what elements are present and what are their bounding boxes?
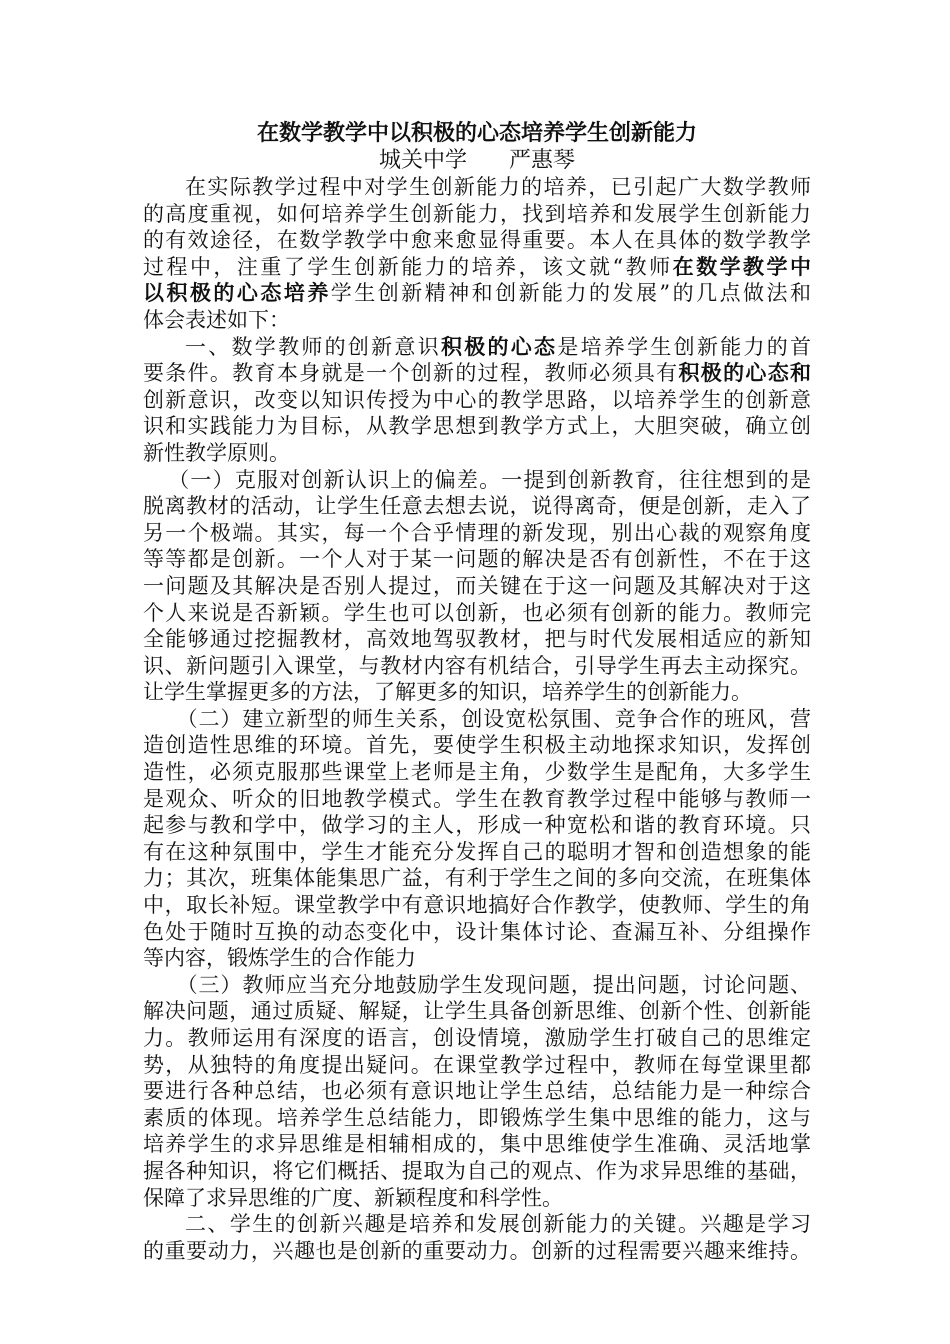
text-line (143, 679, 811, 706)
text-run: 的高度重视，如何培养学生创新能力，找到培养和发展学生创新能力 (143, 201, 811, 226)
text-line (143, 626, 811, 653)
text-line (143, 1131, 811, 1158)
text-line (143, 945, 811, 972)
text-line (143, 759, 811, 786)
text-line (143, 706, 811, 733)
text-run: 等等都是创新。一个人对于某一问题的解决是否有创新性，不在于这 (143, 547, 811, 572)
text-line (143, 467, 811, 494)
text-line (143, 812, 811, 839)
text-run: 力。教师运用有深度的语言，创设情境，激励学生打破自己的思维定 (143, 1026, 811, 1050)
text-run: 等内容，锻炼学生的合作能力 (143, 946, 416, 971)
bold-text-run: 以积极的心态培养 (143, 280, 331, 306)
text-line (143, 1078, 811, 1105)
text-line (143, 732, 811, 759)
text-line (143, 653, 811, 680)
text-run: 识、新问题引入课堂，与教材内容有机结合，引导学生再去主动探究。 (143, 653, 811, 678)
text-line (143, 493, 811, 520)
text-run: 二、学生的创新兴趣是培养和发展创新能力的关键。兴趣是学习 (185, 1212, 811, 1237)
text-line (143, 1238, 811, 1265)
bold-text-run: 在数学教学中 (672, 253, 811, 279)
text-run: 势，从独特的角度提出疑问。在课堂教学过程中，教师在每堂课里都 (143, 1052, 811, 1077)
text-run: 的重要动力，兴趣也是创新的重要动力。创新的过程需要兴趣来维持。 (143, 1238, 811, 1263)
text-line (143, 360, 811, 387)
text-run: 一问题及其解决是否别人提过，而关键在于这一问题及其解决对于这 (143, 573, 811, 598)
text-run: 创新意识，改变以知识传授为中心的教学思路，以培养学生的创新意 (143, 387, 811, 412)
text-line (143, 520, 811, 547)
text-line (143, 972, 811, 999)
text-run: （三）教师应当充分地鼓励学生发现问题，提出问题，讨论问题、 (176, 972, 811, 997)
text-run: 的有效途径，在数学教学中愈来愈显得重要。本人在具体的数学教学 (143, 228, 811, 253)
text-run: 造性，必须克服那些课堂上老师是主角，少数学生是配角，大多学生 (143, 760, 811, 785)
text-run: 要进行各种总结，也必须有意识地让学生总结，总结能力是一种综合 (143, 1079, 811, 1104)
text-line (143, 1158, 811, 1185)
text-run: 体会表述如下： (143, 307, 290, 332)
text-line (143, 413, 811, 440)
text-line (143, 254, 811, 281)
text-line (143, 1052, 811, 1079)
document-page (143, 118, 811, 1264)
text-run: 培养学生的求异思维是相辅相成的，集中思维使学生准确、灵活地掌 (143, 1132, 811, 1157)
text-run: 一、数学教师的创新意识 (185, 334, 441, 359)
text-run: 新性教学原则。 (143, 440, 290, 465)
bold-text-run: 积极的心态和 (678, 360, 811, 386)
text-line (143, 998, 811, 1025)
text-line (143, 600, 811, 627)
text-line (143, 440, 811, 467)
text-line (143, 334, 811, 361)
text-run: 要条件。教育本身就是一个创新的过程，教师必须具有 (143, 361, 679, 386)
text-line (143, 839, 811, 866)
text-run: 力；其次，班集体能集思广益，有利于学生之间的多向交流，在班集体 (143, 866, 811, 891)
text-run: 中，取长补短。课堂教学中有意识地搞好合作教学，使教师、学生的角 (143, 893, 811, 918)
text-line (143, 1185, 811, 1212)
text-run: 个人来说是否新颖。学生也可以创新，也必须有创新的能力。教师完 (143, 600, 811, 625)
text-line (143, 1105, 811, 1132)
text-run: 解决问题，通过质疑、解疑，让学生具备创新思维、创新个性、创新能 (143, 999, 811, 1024)
text-run: 素质的体现。培养学生总结能力，即锻炼学生集中思维的能力，这与 (143, 1105, 811, 1130)
text-run: （一）克服对创新认识上的偏差。一提到创新教育，往往想到的是 (168, 467, 811, 492)
bold-text-run: 积极的心态 (440, 333, 558, 359)
text-line (143, 786, 811, 813)
text-run: 另一个极端。其实，每一个合乎情理的新发现，别出心裁的观察角度 (143, 520, 811, 545)
text-line (143, 174, 811, 201)
text-run: 全能够通过挖掘教材，高效地驾驭教材，把与时代发展相适应的新知 (143, 627, 811, 652)
text-run: 是观众、听众的旧地教学模式。学生在教育教学过程中能够与教师一 (143, 786, 811, 811)
text-run: 起参与教和学中，做学习的主人，形成一种宽松和谐的教育环境。只 (143, 813, 811, 838)
text-run: 在实际教学过程中对学生创新能力的培养，已引起广大数学教师 (185, 175, 811, 199)
text-line (143, 573, 811, 600)
document-body (143, 174, 811, 1264)
text-run: 保障了求异思维的广度、新颖程度和科学性。 (143, 1185, 563, 1210)
text-line (143, 201, 811, 228)
text-run: （二）建立新型的师生关系，创设宽松氛围、竞争合作的班风，营 (176, 706, 811, 731)
text-run: 脱离教材的活动，让学生任意去想去说，说得离奇，便是创新，走入了 (143, 494, 811, 519)
text-run: 是培养学生创新能力的首 (557, 334, 811, 359)
text-line (143, 546, 811, 573)
text-line (143, 865, 811, 892)
text-line (143, 280, 811, 307)
text-run: 握各种知识，将它们概括、提取为自己的观点、作为求异思维的基础， (143, 1158, 811, 1183)
text-line (143, 919, 811, 946)
text-run: 有在这种氛围中，学生才能充分发挥自己的聪明才智和创造想象的能 (143, 839, 811, 864)
document-title: 在数学教学中以积极的心态培养学生创新能力 (256, 120, 697, 146)
text-run: 造创造性思维的环境。首先，要使学生积极主动地探求知识，发挥创 (143, 733, 811, 758)
text-run: 学生创新精神和创新能力的发展”的几点做法和 (330, 281, 811, 306)
text-line (143, 227, 811, 254)
text-run: 识和实践能力为目标，从教学思想到教学方式上，大胆突破，确立创 (143, 414, 811, 439)
text-run: 让学生掌握更多的方法，了解更多的知识，培养学生的创新能力。 (143, 680, 752, 705)
text-line (143, 1025, 811, 1052)
text-run: 过程中，注重了学生创新能力的培养，该文就“教师 (143, 254, 673, 279)
text-line (143, 307, 811, 334)
text-line (143, 387, 811, 414)
text-line (143, 892, 811, 919)
text-run: 色处于随时互换的动态变化中，设计集体讨论、查漏互补、分组操作 (143, 919, 811, 944)
text-line (143, 1211, 811, 1238)
document-byline: 城关中学 严惠琴 (379, 148, 575, 173)
